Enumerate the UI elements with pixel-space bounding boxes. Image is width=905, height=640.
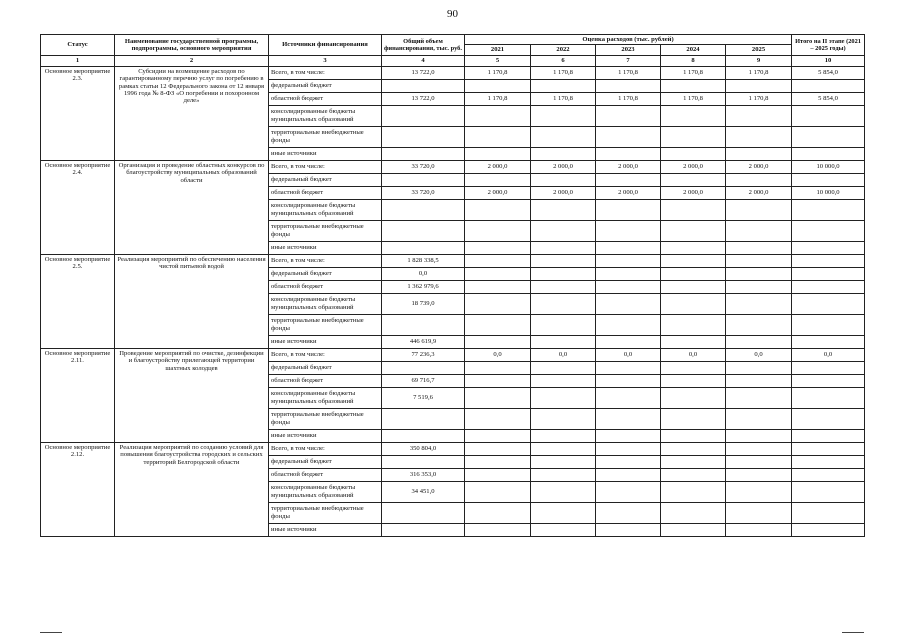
amount-cell	[661, 199, 726, 220]
amount-cell: 1 170,8	[465, 92, 531, 105]
amount-cell	[792, 199, 865, 220]
amount-cell: 18 739,0	[382, 293, 465, 314]
amount-cell: 1 170,8	[465, 66, 531, 79]
amount-cell: 34 451,0	[382, 481, 465, 502]
amount-cell	[596, 429, 661, 442]
header-column-number: 5	[465, 55, 531, 66]
amount-cell: 1 828 338,5	[382, 254, 465, 267]
page-number: 90	[447, 8, 458, 20]
amount-cell	[465, 293, 531, 314]
amount-cell	[726, 468, 792, 481]
amount-cell	[465, 429, 531, 442]
amount-cell	[465, 335, 531, 348]
amount-cell: 1 170,8	[661, 66, 726, 79]
source-label: территориальные внебюджетные фонды	[269, 126, 382, 147]
amount-cell	[596, 220, 661, 241]
amount-cell	[465, 481, 531, 502]
amount-cell: 1 170,8	[726, 92, 792, 105]
amount-cell	[726, 408, 792, 429]
amount-cell	[792, 361, 865, 374]
amount-cell	[661, 241, 726, 254]
amount-cell	[596, 455, 661, 468]
amount-cell	[531, 374, 596, 387]
amount-cell	[661, 105, 726, 126]
amount-cell: 2 000,0	[726, 160, 792, 173]
activity-status: Основное мероприятие 2.3.	[41, 66, 115, 160]
amount-cell	[596, 293, 661, 314]
amount-cell	[792, 293, 865, 314]
amount-cell	[382, 199, 465, 220]
amount-cell	[465, 254, 531, 267]
amount-cell: 1 170,8	[531, 92, 596, 105]
amount-cell	[792, 267, 865, 280]
amount-cell: 0,0	[726, 348, 792, 361]
header-column-number: 10	[792, 55, 865, 66]
source-label: иные источники	[269, 241, 382, 254]
amount-cell	[792, 429, 865, 442]
amount-cell	[792, 254, 865, 267]
source-label: областной бюджет	[269, 186, 382, 199]
amount-cell	[661, 481, 726, 502]
amount-cell	[661, 293, 726, 314]
table-row	[41, 254, 865, 267]
source-label: областной бюджет	[269, 374, 382, 387]
amount-cell	[531, 241, 596, 254]
amount-cell	[382, 79, 465, 92]
amount-cell: 2 000,0	[596, 160, 661, 173]
amount-cell	[661, 314, 726, 335]
header-source: Источники финансирования	[269, 35, 382, 56]
header-column-number: 6	[531, 55, 596, 66]
amount-cell	[531, 335, 596, 348]
amount-cell: 1 170,8	[661, 92, 726, 105]
amount-cell	[661, 361, 726, 374]
source-label: территориальные внебюджетные фонды	[269, 502, 382, 523]
amount-cell	[726, 105, 792, 126]
header-status: Статус	[41, 35, 115, 56]
amount-cell	[531, 199, 596, 220]
amount-cell	[596, 280, 661, 293]
amount-cell	[661, 374, 726, 387]
amount-cell	[596, 523, 661, 536]
amount-cell	[726, 502, 792, 523]
amount-cell	[792, 481, 865, 502]
amount-cell	[792, 523, 865, 536]
amount-cell	[661, 254, 726, 267]
activity-name: Проведение мероприятий по очистке, дезинфекции и благоустройству прилегающей территории шахтных колодцев	[115, 348, 269, 442]
amount-cell	[382, 173, 465, 186]
header-column-number: 1	[41, 55, 115, 66]
amount-cell	[531, 523, 596, 536]
amount-cell	[792, 455, 865, 468]
amount-cell	[596, 147, 661, 160]
header-column-numbers	[41, 55, 865, 66]
source-label: федеральный бюджет	[269, 173, 382, 186]
amount-cell	[792, 442, 865, 455]
amount-cell	[726, 361, 792, 374]
amount-cell: 316 353,0	[382, 468, 465, 481]
amount-cell: 77 236,3	[382, 348, 465, 361]
source-label: консолидированные бюджеты муниципальных образований	[269, 481, 382, 502]
amount-cell	[661, 79, 726, 92]
amount-cell	[726, 254, 792, 267]
footer-rule-right	[842, 632, 864, 633]
amount-cell: 350 804,0	[382, 442, 465, 455]
amount-cell	[531, 254, 596, 267]
source-label: федеральный бюджет	[269, 361, 382, 374]
amount-cell: 13 722,0	[382, 92, 465, 105]
amount-cell	[465, 79, 531, 92]
table-row	[41, 442, 865, 455]
amount-cell	[531, 220, 596, 241]
activity-status: Основное мероприятие 2.4.	[41, 160, 115, 254]
amount-cell	[465, 374, 531, 387]
amount-cell	[726, 455, 792, 468]
amount-cell	[792, 79, 865, 92]
amount-cell	[726, 199, 792, 220]
header-stage-total: Итого на II этапе (2021 – 2025 годы)	[792, 35, 865, 56]
header-column-number: 3	[269, 55, 382, 66]
header-column-number: 7	[596, 55, 661, 66]
amount-cell	[792, 335, 865, 348]
amount-cell	[465, 199, 531, 220]
amount-cell	[382, 220, 465, 241]
source-label: консолидированные бюджеты муниципальных образований	[269, 199, 382, 220]
amount-cell: 0,0	[661, 348, 726, 361]
amount-cell	[465, 173, 531, 186]
source-label: Всего, в том числе:	[269, 442, 382, 455]
amount-cell	[531, 293, 596, 314]
amount-cell	[465, 267, 531, 280]
amount-cell	[596, 361, 661, 374]
amount-cell: 2 000,0	[726, 186, 792, 199]
amount-cell	[465, 220, 531, 241]
activity-name: Организация и проведение областных конкурсов по благоустройству муниципальных образований области	[115, 160, 269, 254]
amount-cell	[661, 220, 726, 241]
amount-cell	[596, 241, 661, 254]
amount-cell	[726, 429, 792, 442]
source-label: Всего, в том числе:	[269, 160, 382, 173]
amount-cell	[596, 126, 661, 147]
source-label: иные источники	[269, 523, 382, 536]
amount-cell: 10 000,0	[792, 186, 865, 199]
amount-cell	[382, 314, 465, 335]
amount-cell	[531, 502, 596, 523]
header-total: Общий объем финансирования, тыс. руб.	[382, 35, 465, 56]
amount-cell	[465, 387, 531, 408]
amount-cell	[726, 147, 792, 160]
amount-cell: 5 854,0	[792, 92, 865, 105]
table-header	[41, 35, 865, 67]
amount-cell	[726, 241, 792, 254]
amount-cell: 2 000,0	[531, 160, 596, 173]
amount-cell	[382, 455, 465, 468]
amount-cell	[661, 455, 726, 468]
amount-cell	[661, 502, 726, 523]
header-estimate: Оценка расходов (тыс. рублей)	[465, 35, 792, 45]
amount-cell: 0,0	[596, 348, 661, 361]
amount-cell: 0,0	[465, 348, 531, 361]
amount-cell	[531, 173, 596, 186]
header-year: 2025	[726, 45, 792, 55]
amount-cell	[382, 408, 465, 429]
amount-cell: 2 000,0	[465, 186, 531, 199]
amount-cell	[596, 314, 661, 335]
amount-cell	[382, 361, 465, 374]
amount-cell: 0,0	[382, 267, 465, 280]
amount-cell	[596, 254, 661, 267]
amount-cell	[465, 241, 531, 254]
amount-cell: 1 170,8	[531, 66, 596, 79]
amount-cell: 10 000,0	[792, 160, 865, 173]
header-column-number: 8	[661, 55, 726, 66]
amount-cell	[465, 502, 531, 523]
amount-cell	[596, 105, 661, 126]
amount-cell	[531, 79, 596, 92]
amount-cell	[726, 523, 792, 536]
source-label: федеральный бюджет	[269, 79, 382, 92]
amount-cell	[726, 374, 792, 387]
activity-status: Основное мероприятие 2.11.	[41, 348, 115, 442]
activity-status: Основное мероприятие 2.12.	[41, 442, 115, 536]
amount-cell	[726, 220, 792, 241]
amount-cell	[382, 502, 465, 523]
amount-cell	[726, 79, 792, 92]
header-column-number: 2	[115, 55, 269, 66]
amount-cell	[465, 280, 531, 293]
source-label: территориальные внебюджетные фонды	[269, 220, 382, 241]
table-row	[41, 66, 865, 79]
amount-cell: 2 000,0	[661, 186, 726, 199]
amount-cell	[792, 502, 865, 523]
activity-name: Реализация мероприятий по обеспечению населения чистой питьевой водой	[115, 254, 269, 348]
source-label: территориальные внебюджетные фонды	[269, 408, 382, 429]
table-body	[41, 66, 865, 536]
source-label: иные источники	[269, 147, 382, 160]
amount-cell	[531, 468, 596, 481]
amount-cell	[726, 126, 792, 147]
amount-cell	[661, 147, 726, 160]
amount-cell	[792, 468, 865, 481]
activity-name: Реализация мероприятий по созданию условий для повышения благоустройства городских и сельских территорий Белгородской области	[115, 442, 269, 536]
amount-cell	[596, 502, 661, 523]
amount-cell	[531, 105, 596, 126]
amount-cell	[531, 429, 596, 442]
amount-cell	[596, 335, 661, 348]
amount-cell	[661, 442, 726, 455]
amount-cell	[792, 280, 865, 293]
amount-cell	[465, 442, 531, 455]
amount-cell: 2 000,0	[465, 160, 531, 173]
amount-cell	[661, 429, 726, 442]
amount-cell	[465, 126, 531, 147]
header-column-number: 9	[726, 55, 792, 66]
amount-cell	[596, 79, 661, 92]
amount-cell	[661, 335, 726, 348]
amount-cell	[792, 374, 865, 387]
amount-cell	[382, 105, 465, 126]
amount-cell	[792, 314, 865, 335]
table-row	[41, 160, 865, 173]
amount-cell	[382, 126, 465, 147]
amount-cell: 0,0	[792, 348, 865, 361]
amount-cell	[382, 523, 465, 536]
footer-rule-left	[40, 632, 62, 633]
amount-cell	[726, 442, 792, 455]
amount-cell	[531, 442, 596, 455]
amount-cell	[531, 147, 596, 160]
amount-cell: 1 170,8	[596, 92, 661, 105]
amount-cell	[465, 523, 531, 536]
amount-cell: 69 716,7	[382, 374, 465, 387]
header-column-number: 4	[382, 55, 465, 66]
amount-cell	[531, 126, 596, 147]
amount-cell	[726, 267, 792, 280]
source-label: консолидированные бюджеты муниципальных образований	[269, 105, 382, 126]
amount-cell: 13 722,0	[382, 66, 465, 79]
header-year: 2023	[596, 45, 661, 55]
header-year: 2024	[661, 45, 726, 55]
amount-cell: 5 854,0	[792, 66, 865, 79]
source-label: Всего, в том числе:	[269, 254, 382, 267]
amount-cell	[531, 267, 596, 280]
amount-cell: 0,0	[531, 348, 596, 361]
source-label: территориальные внебюджетные фонды	[269, 314, 382, 335]
amount-cell: 2 000,0	[531, 186, 596, 199]
activity-status: Основное мероприятие 2.5.	[41, 254, 115, 348]
amount-cell	[726, 293, 792, 314]
amount-cell: 1 170,8	[726, 66, 792, 79]
amount-cell	[531, 455, 596, 468]
amount-cell	[596, 442, 661, 455]
amount-cell	[596, 199, 661, 220]
amount-cell	[596, 408, 661, 429]
amount-cell	[726, 280, 792, 293]
amount-cell: 446 619,9	[382, 335, 465, 348]
amount-cell	[726, 314, 792, 335]
amount-cell	[596, 173, 661, 186]
amount-cell	[531, 361, 596, 374]
source-label: иные источники	[269, 335, 382, 348]
amount-cell	[382, 241, 465, 254]
source-label: иные источники	[269, 429, 382, 442]
amount-cell	[596, 481, 661, 502]
amount-cell	[596, 387, 661, 408]
source-label: консолидированные бюджеты муниципальных образований	[269, 293, 382, 314]
financing-table	[40, 34, 865, 537]
activity-name: Субсидии на возмещение расходов по гарантированному перечню услуг по погребению в рамках статьи 12 Федерального закона от 12 января 1996 года № 8-ФЗ «О погребении и похоронном деле»	[115, 66, 269, 160]
amount-cell	[792, 241, 865, 254]
amount-cell	[531, 314, 596, 335]
table-row	[41, 348, 865, 361]
amount-cell	[465, 105, 531, 126]
amount-cell	[465, 468, 531, 481]
amount-cell: 33 720,0	[382, 186, 465, 199]
amount-cell	[531, 387, 596, 408]
amount-cell	[531, 280, 596, 293]
amount-cell	[792, 387, 865, 408]
amount-cell	[661, 468, 726, 481]
amount-cell	[465, 147, 531, 160]
source-label: Всего, в том числе:	[269, 348, 382, 361]
header-year: 2021	[465, 45, 531, 55]
header-year: 2022	[531, 45, 596, 55]
amount-cell	[726, 387, 792, 408]
header-name: Наименование государственной программы, подпрограммы, основного мероприятия	[115, 35, 269, 56]
amount-cell	[792, 220, 865, 241]
amount-cell	[661, 126, 726, 147]
amount-cell	[661, 387, 726, 408]
source-label: областной бюджет	[269, 468, 382, 481]
amount-cell	[792, 408, 865, 429]
amount-cell	[465, 361, 531, 374]
amount-cell: 2 000,0	[596, 186, 661, 199]
amount-cell	[596, 374, 661, 387]
amount-cell	[661, 408, 726, 429]
amount-cell	[531, 408, 596, 429]
amount-cell	[382, 147, 465, 160]
amount-cell	[465, 408, 531, 429]
amount-cell	[531, 481, 596, 502]
amount-cell	[661, 280, 726, 293]
source-label: федеральный бюджет	[269, 267, 382, 280]
amount-cell: 2 000,0	[661, 160, 726, 173]
amount-cell	[792, 126, 865, 147]
source-label: областной бюджет	[269, 92, 382, 105]
amount-cell	[465, 314, 531, 335]
amount-cell: 1 362 979,6	[382, 280, 465, 293]
amount-cell: 7 519,6	[382, 387, 465, 408]
amount-cell	[596, 468, 661, 481]
amount-cell	[792, 105, 865, 126]
amount-cell	[661, 173, 726, 186]
amount-cell	[792, 173, 865, 186]
amount-cell	[596, 267, 661, 280]
amount-cell	[726, 481, 792, 502]
amount-cell	[726, 335, 792, 348]
amount-cell	[661, 267, 726, 280]
amount-cell	[661, 523, 726, 536]
amount-cell	[792, 147, 865, 160]
amount-cell	[382, 429, 465, 442]
amount-cell: 33 720,0	[382, 160, 465, 173]
source-label: областной бюджет	[269, 280, 382, 293]
source-label: федеральный бюджет	[269, 455, 382, 468]
source-label: консолидированные бюджеты муниципальных образований	[269, 387, 382, 408]
amount-cell: 1 170,8	[596, 66, 661, 79]
amount-cell	[726, 173, 792, 186]
source-label: Всего, в том числе:	[269, 66, 382, 79]
amount-cell	[465, 455, 531, 468]
